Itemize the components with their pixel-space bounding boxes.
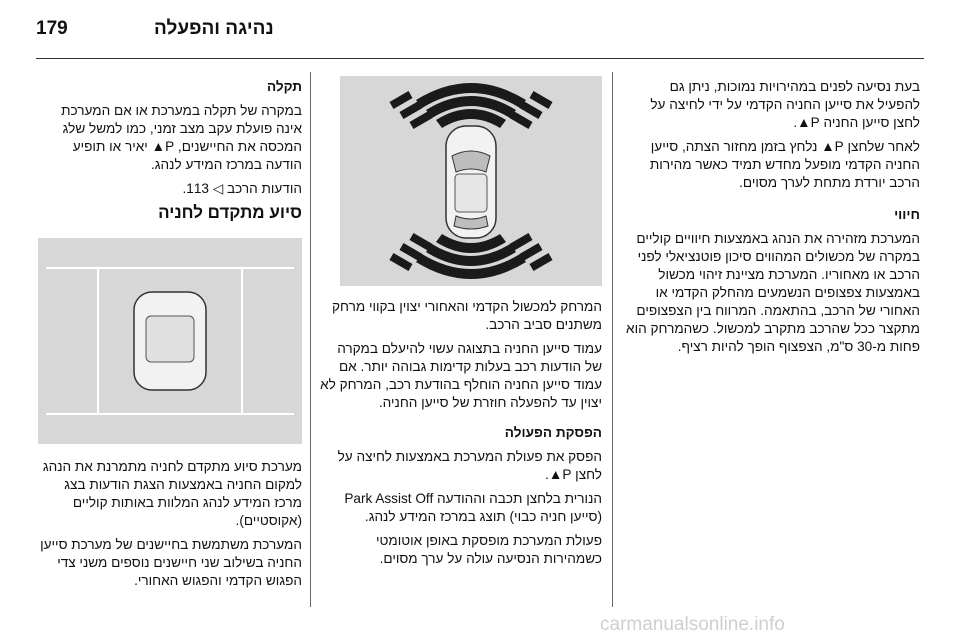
warning-heading: חיווי — [894, 207, 920, 222]
parking-assist-figure — [340, 76, 602, 286]
side-sensor-bar — [519, 243, 542, 261]
advanced-park-assist-figure — [38, 238, 302, 444]
watermark: carmanualsonline.info — [600, 614, 785, 635]
paragraph: עמוד סייען החניה בתצוגה עשוי להיעלם במקרה של הודעות רכב בעלות קדימות גבוהה יותר. אם עמוד סייען החניה הוחלף בהודעת רכב, המרחק לא יצוין עד להפעלה חוזרת של סייען החניה. — [320, 341, 602, 410]
side-sensor-bar — [509, 233, 532, 251]
page-number: 179 — [36, 18, 68, 39]
parking-assist-diagram — [340, 76, 602, 286]
side-sensor-bar — [399, 101, 422, 119]
side-sensor-bar — [519, 101, 542, 119]
section-heading: סיוע מתקדם לחניה — [158, 203, 302, 222]
parking-layout-diagram — [38, 238, 302, 444]
left-column — [36, 78, 302, 228]
side-sensor-bar — [509, 111, 532, 129]
side-sensor-bar — [399, 243, 422, 261]
side-sensor-bar — [529, 253, 552, 271]
side-sensor-bar — [389, 253, 412, 271]
paragraph: המערכת משתמשת בחיישנים של מערכת סייען החניה בשילוב שני חיישנים נוספים משני צדי הפגוש הקדמי והפגוש האחורי. — [40, 537, 302, 588]
paragraph: הפסק את פעולת המערכת באמצעות לחיצה על לחצן P▲. — [337, 449, 602, 482]
paragraph: המרחק למכשול הקדמי והאחורי יצוין בקווי מרחק משתנים סביב הרכב. — [332, 299, 602, 332]
column-divider — [310, 72, 311, 607]
side-sensor-bar — [529, 91, 552, 109]
header-rule — [36, 58, 924, 59]
side-sensor-bar — [389, 91, 412, 109]
right-column — [624, 78, 920, 362]
column-divider — [612, 72, 613, 607]
chapter-title: נהיגה והפעלה — [154, 18, 274, 39]
middle-column — [318, 298, 602, 574]
paragraph: הנורית בלחצן תכבה וההודעה Park Assist Off (סייען חניה כבוי) תוצג במרכז המידע לנהג. — [344, 491, 602, 524]
paragraph: בעת נסיעה לפנים במהירויות נמוכות, ניתן גם להפעיל את סייען החניה הקדמי על ידי לחיצה על לחצן סייען החניה P▲. — [650, 79, 920, 130]
left-column-bottom — [36, 458, 302, 596]
fault-heading: תקלה — [266, 79, 302, 94]
side-sensor-bar — [409, 233, 432, 251]
paragraph: פעולת המערכת מופסקת באופן אוטומטי כשמהירות הנסיעה עולה על ערך מסוים. — [375, 533, 602, 566]
car-top-view — [446, 126, 496, 238]
page-header — [36, 8, 924, 52]
paragraph: לאחר שלחצן P▲ נלחץ בזמן מחזור הצתה, סייען החניה הקדמי מופעל מחדש תמיד כאשר מהירות הרכב יורדת מתחת לערך מסוים. — [649, 139, 920, 190]
paragraph: המערכת מזהירה את הנהג באמצעות חיוויים קוליים במקרה של מכשולים המהווים סיכון פוטנציאלי לפני הרכב או מאחוריו. המערכת מציינת זיהוי מכשול באמצעות צפצופים הנשמעים מהחלק הקדמי או האחורי של הרכב, בהתאמה. המרווח בין הצפצופים מתקצר ככל שהרכב מתקרב למכשול. כשהמרחק הוא פחות מ-30 ס"מ, הצפצוף הופך להיות רציף. — [626, 231, 920, 354]
deactivation-heading: הפסקת הפעולה — [504, 425, 602, 440]
side-sensor-bar — [409, 111, 432, 129]
front-sensor-bar — [436, 109, 506, 128]
cross-reference: הודעות הרכב ◁ 113. — [182, 181, 302, 196]
car-top-view — [134, 292, 206, 390]
paragraph: במקרה של תקלה במערכת או אם המערכת אינה פועלת עקב מצב זמני, כמו למשל שלג המכסה את החיישנים, P▲ יאיר או תופיע הודעה במרכז המידע לנהג. — [61, 103, 302, 172]
paragraph: מערכת סיוע מתקדם לחניה מתמרנת את הנהג למקום החניה באמצעות הצגת הודעות בצג מרכז המידע לנהג המלוות באותות קוליים (אקוסטיים). — [42, 459, 302, 528]
